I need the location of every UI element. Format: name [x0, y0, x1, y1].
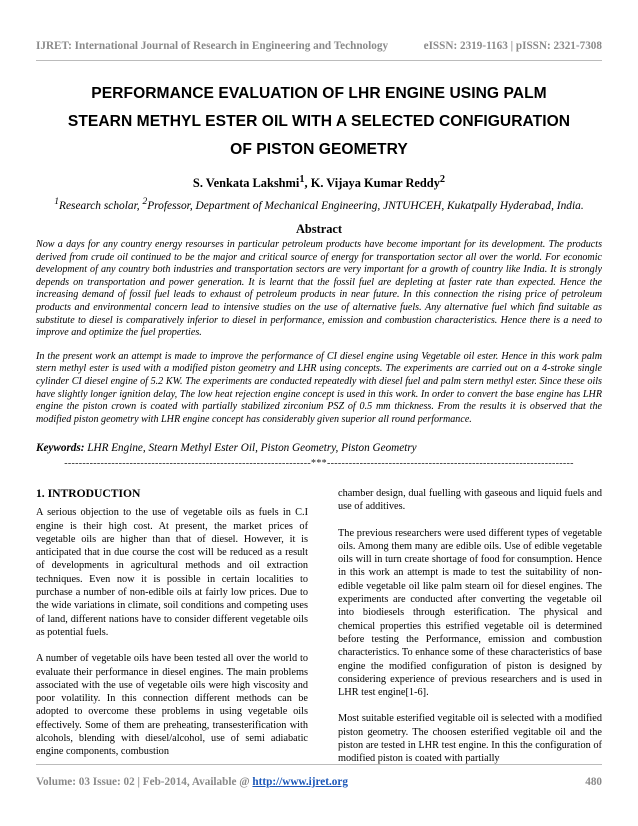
keywords-label: Keywords: — [36, 442, 85, 454]
affil-sup-1: 1 — [54, 197, 60, 207]
journal-link[interactable]: http://www.ijret.org — [252, 776, 348, 788]
body-paragraph: The previous researchers were used different types of vegetable oils. Among them many are edible oils. Use of edible vegetable oils will in turn create shortage of food for consumption. Hence in this work an attempt is made to test the suitability of non-edible vegetable oil like palm stearn oil for diesel engines. The experiments are conducted after converting the vegetable oil into biodiesels through esterification. The physical and chemical properties this estrified vegetable oil is determined before testing the Performance, emission and combustion characteristics. To enhance some of these characteristics of base engine the modified configuration of piston is designed by considering experience of previous researchers and is used in LHR test engine[1-6]. — [338, 527, 602, 699]
title-line-3: OF PISTON GEOMETRY — [230, 141, 408, 158]
author-2-sup: 2 — [439, 174, 446, 185]
abstract-paragraph-1: Now a days for any country energy resourses in particular petroleum products have become important for its development. The products derived from crude oil continued to be the major and critical source of energy for transportation sector all over the world. For economic development of any country both industries and transportation sectors are very important for a growth of country like India. It is strongly depends on transportation and power generation. It is learnt that the fossil fuel are depleting at faster rate than expected. Hence the increasing demand of fossil fuel leads to exhaust of petroleum products in near future. In this connection the rising price of petroleum products and environmental concern lead to intensive studies on the use of alternative fuels. Any alternative fuel which find suitable as substitute to diesel is comparatively inferior to diesel in performance, emission and combustion characteristics. Hence there is a need to improve and optimize the fuel properties. — [36, 239, 602, 339]
running-header — [36, 40, 602, 52]
abstract-heading: Abstract — [295, 222, 343, 236]
section-heading-introduction: 1. INTRODUCTION — [36, 487, 141, 500]
keywords-text: LHR Engine, Stearn Methyl Ester Oil, Piston Geometry, Piston Geometry — [84, 442, 417, 454]
author-2: , K. Vijaya Kumar Reddy — [304, 176, 440, 191]
paper-title — [36, 80, 602, 164]
journal-name: IJRET: International Journal of Research in Engineering and Technology — [36, 40, 389, 52]
author-1-sup: 1 — [299, 174, 305, 185]
author-list — [36, 174, 602, 191]
affil-part-1: Research scholar, — [59, 199, 143, 212]
running-footer — [36, 776, 602, 788]
affil-sup-2: 2 — [142, 197, 148, 207]
abstract-paragraph-2: In the present work an attempt is made to improve the performance of CI diesel engine using Vegetable oil ester. Hence in this work palm stern methyl ester is used with a modified piston geometry and LHR using concepts. The experiments are carried out on a 4-stroke single cylinder CI diesel engine of 5.2 KW. The experiments are conducted repeatedly with diesel fuel and palm stern methyl ester. Since these oils have slightly longer ignition delay, The low heat rejection engine concept is used in this work. In order to convert the base engine has LHR engine the piston crown is coated with partially stabilized zirconium PSZ of 0.5 mm thickness. From the results it is observed that the modified piston geometry with LHR engine concept has considerably given superior all round performance. — [36, 350, 602, 425]
footer-info — [36, 776, 348, 788]
keywords — [36, 442, 602, 454]
footer-volume-text: Volume: 03 Issue: 02 | Feb-2014, Available @ — [36, 776, 253, 788]
body-paragraph: A number of vegetable oils have been tested all over the world to evaluate their performance in diesel engines. The main problems associated with the use of vegetable oils were high viscosity and poor volatility. In this connection different methods can be adopted to overcome these problems in using vegetable oils effectively. Some of them are preheating, transesterification with alcohols, blending with diesel/alcohol, use of semi adiabatic engine components, combustion — [36, 653, 308, 758]
author-1: S. Venkata Lakshmi — [192, 176, 300, 191]
title-line-1: PERFORMANCE EVALUATION OF LHR ENGINE USING PALM — [91, 85, 547, 102]
affil-part-2: Professor, Department of Mechanical Engineering, JNTUHCEH, Kukatpally Hyderabad, India. — [147, 199, 584, 212]
page-number: 480 — [585, 776, 602, 788]
body-paragraph: chamber design, dual fuelling with gaseous and liquid fuels and use of additives. — [338, 488, 602, 513]
body-paragraph: A serious objection to the use of vegetable oils as fuels in C.I engine is their high cost. At present, the market prices of vegetable oils are higher than that of diesel. However, it is anticipated that in due course the cost will be reduced as a result of developments in agricultural methods and oil extraction techniques. Even now it is possible in certain localities to purchase a number of non-edible oils at fairly low prices. Due to the wide variations in climate, soil conditions and competing uses of land, different nations have to consider different vegetable oils as potential fuels. — [36, 507, 308, 638]
footer-divider — [36, 764, 602, 765]
title-line-2: STEARN METHYL ESTER OIL WITH A SELECTED CONFIGURATION — [67, 113, 571, 130]
body-paragraph: Most suitable esterified vegitable oil is selected with a modified piston geometry. The choosen esterified vegitable oil and the piston are tested in LHR test engine. In this the configuration of modified piston is coated with partially — [338, 713, 602, 765]
header-divider — [36, 60, 602, 61]
left-column — [36, 487, 308, 772]
right-column — [338, 487, 602, 779]
abstract-body — [36, 239, 602, 437]
issn-text: eISSN: 2319-1163 | pISSN: 2321-7308 — [423, 40, 602, 52]
affiliation — [36, 197, 602, 212]
section-separator: --------------------------------------------------------------------***-------------------------------------------------------------------- — [64, 458, 574, 469]
